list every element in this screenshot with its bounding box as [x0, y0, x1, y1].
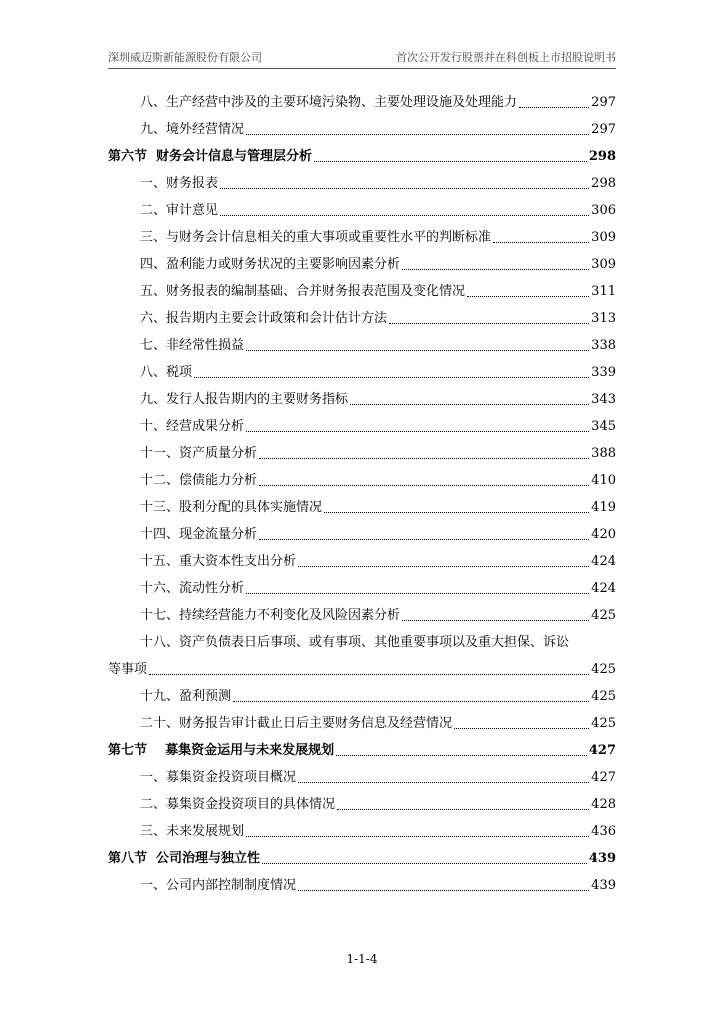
toc-entry[interactable]: 六、报告期内主要会计政策和会计估计方法 313	[140, 311, 616, 326]
leader-dots	[194, 376, 589, 378]
toc-entry[interactable]: 十六、流动性分析 424	[140, 581, 616, 596]
leader-dots	[298, 781, 589, 783]
toc-section-8[interactable]: 第八节 公司治理与独立性 439	[108, 851, 616, 866]
leader-dots	[246, 835, 589, 837]
toc-entry[interactable]: 十三、股利分配的具体实施情况 419	[140, 500, 616, 515]
document-title: 首次公开发行股票并在科创板上市招股说明书	[396, 51, 616, 64]
leader-dots	[246, 592, 589, 594]
leader-dots	[336, 754, 587, 756]
toc-entry[interactable]: 十九、盈利预测 425	[140, 689, 616, 704]
leader-dots	[259, 538, 589, 540]
toc-entry[interactable]: 二、审计意见 306	[140, 203, 616, 218]
leader-dots	[389, 322, 589, 324]
toc-entry[interactable]: 十四、现金流量分析 420	[140, 527, 616, 542]
leader-dots	[493, 241, 589, 243]
leader-dots	[246, 430, 589, 432]
leader-dots	[298, 889, 589, 891]
leader-dots	[246, 349, 589, 351]
toc-entry[interactable]: 十、经营成果分析 345	[140, 419, 616, 434]
leader-dots	[262, 862, 587, 864]
company-name: 深圳威迈斯新能源股份有限公司	[108, 51, 262, 64]
toc-entry[interactable]: 一、募集资金投资项目概况 427	[140, 770, 616, 785]
leader-dots	[220, 187, 589, 189]
toc-entry[interactable]: 七、非经常性损益 338	[140, 338, 616, 353]
leader-dots	[402, 619, 589, 621]
toc-entry[interactable]: 九、境外经营情况 297	[140, 122, 616, 137]
toc-entry[interactable]: 五、财务报表的编制基础、合并财务报表范围及变化情况 311	[140, 284, 616, 299]
leader-dots	[337, 808, 589, 810]
toc-entry[interactable]: 三、与财务会计信息相关的重大事项或重要性水平的判断标准 309	[140, 230, 616, 245]
toc-entry[interactable]: 三、未来发展规划 436	[140, 824, 616, 839]
page-number: 1-1-4	[346, 952, 378, 966]
leader-dots	[149, 673, 589, 675]
leader-dots	[467, 295, 589, 297]
toc-entry[interactable]: 二、募集资金投资项目的具体情况 428	[140, 797, 616, 812]
leader-dots	[519, 106, 589, 108]
toc-entry-wrapped[interactable]: 十八、资产负债表日后事项、或有事项、其他重要事项以及重大担保、诉讼	[140, 635, 570, 650]
toc-section-6[interactable]: 第六节 财务会计信息与管理层分析 298	[108, 149, 616, 164]
leader-dots	[220, 214, 589, 216]
leader-dots	[402, 268, 589, 270]
leader-dots	[454, 727, 589, 729]
leader-dots	[324, 511, 589, 513]
leader-dots	[314, 160, 587, 162]
toc-entry-continuation[interactable]: 等事项 425	[108, 662, 616, 677]
toc-entry[interactable]: 四、盈利能力或财务状况的主要影响因素分析 309	[140, 257, 616, 272]
table-of-contents	[108, 84, 616, 894]
toc-entry[interactable]: 二十、财务报告审计截止日后主要财务信息及经营情况 425	[140, 716, 616, 731]
toc-entry[interactable]: 八、生产经营中涉及的主要环境污染物、主要处理设施及处理能力 297	[140, 95, 616, 110]
toc-entry[interactable]: 十一、资产质量分析 388	[140, 446, 616, 461]
leader-dots	[259, 484, 589, 486]
toc-entry[interactable]: 九、发行人报告期内的主要财务指标 343	[140, 392, 616, 407]
leader-dots	[350, 403, 589, 405]
toc-section-7[interactable]: 第七节 募集资金运用与未来发展规划 427	[108, 743, 616, 758]
leader-dots	[246, 133, 589, 135]
toc-entry[interactable]: 十七、持续经营能力不利变化及风险因素分析 425	[140, 608, 616, 623]
toc-entry[interactable]: 一、公司内部控制制度情况 439	[140, 878, 616, 893]
leader-dots	[233, 700, 589, 702]
leader-dots	[259, 457, 589, 459]
toc-entry[interactable]: 十二、偿债能力分析 410	[140, 473, 616, 488]
leader-dots	[298, 565, 589, 567]
toc-entry[interactable]: 八、税项 339	[140, 365, 616, 380]
toc-entry[interactable]: 十五、重大资本性支出分析 424	[140, 554, 616, 569]
toc-entry[interactable]: 一、财务报表 298	[140, 176, 616, 191]
page-header	[108, 50, 616, 69]
